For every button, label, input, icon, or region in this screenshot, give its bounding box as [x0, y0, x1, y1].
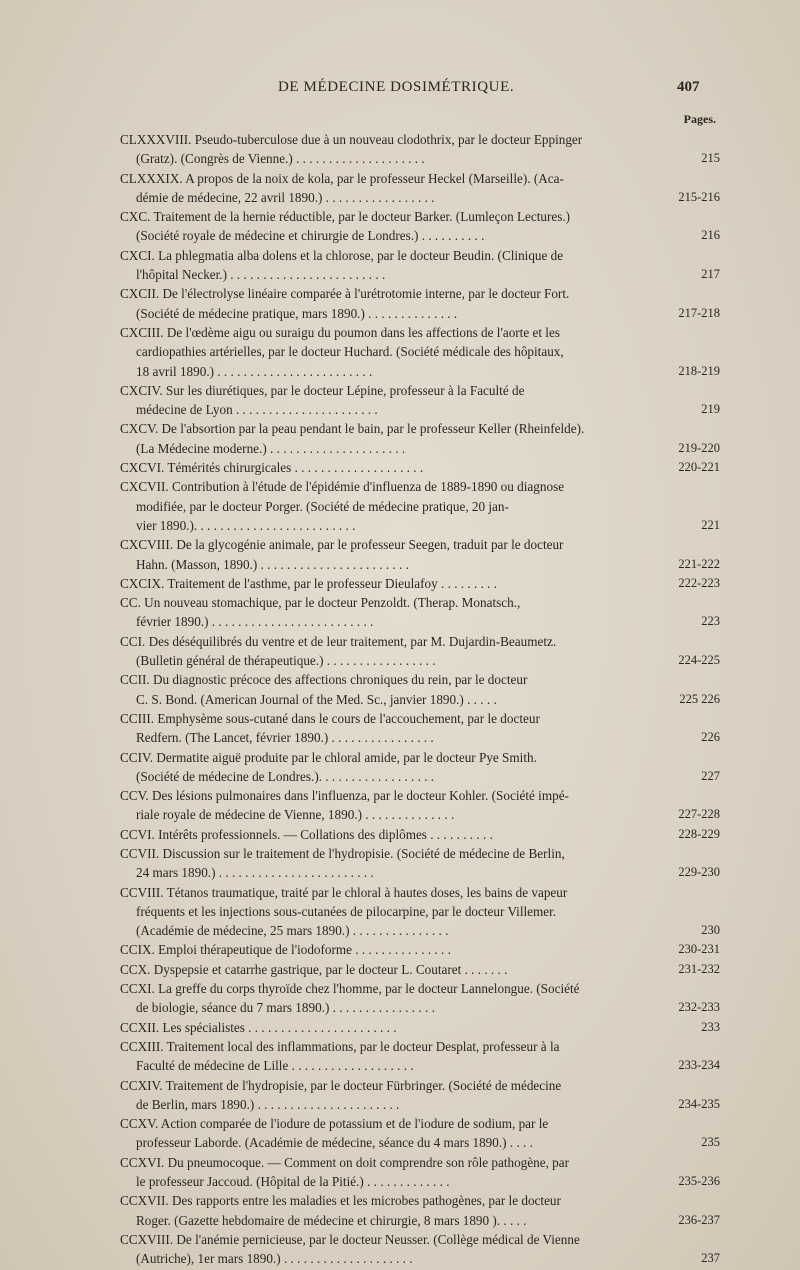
toc-entry-line: CCIV. Dermatite aiguë produite par le chloral amide, par le docteur Pye Smith. [120, 749, 537, 765]
toc-entry [120, 593, 720, 632]
toc-entry-text [120, 1018, 630, 1037]
toc-entry-line: CC. Un nouveau stomachique, par le docteur Penzoldt. (Therap. Monatsch., [120, 595, 521, 611]
toc-entry-line: vier 1890.). . . . . . . . . . . . . . . . . . . . . . . . . [136, 517, 356, 533]
toc-entry-pages: 221-222 [678, 556, 720, 571]
toc-entry [120, 381, 720, 420]
toc-entry-text [120, 1153, 630, 1192]
toc-entry-line: (Société de médecine pratique, mars 1890.) . . . . . . . . . . . . . . [136, 305, 458, 321]
toc-entry-line: (Bulletin général de thérapeutique.) . . . . . . . . . . . . . . . . . [136, 653, 436, 669]
toc-entry-line: CCI. Des déséquilibrés du ventre et de leur traitement, par M. Dujardin-Beaumetz. [120, 633, 557, 649]
toc-entry-text [120, 381, 630, 420]
toc-entry-text [120, 323, 630, 381]
toc-entry-line: modifiée, par le docteur Porger. (Société de médecine pratique, 20 jan- [136, 498, 509, 514]
toc-entry-pages: 228-229 [678, 826, 720, 841]
toc-entry-line: (La Médecine moderne.) . . . . . . . . . . . . . . . . . . . . . [136, 440, 406, 456]
toc-entry [120, 1018, 720, 1037]
toc-entry-line: de biologie, séance du 7 mars 1890.) . . . . . . . . . . . . . . . . [136, 1000, 435, 1016]
toc-entry-pages: 220-221 [678, 460, 720, 475]
toc-entry-line: CXCVI. Témérités chirurgicales . . . . . . . . . . . . . . . . . . . . [120, 460, 424, 476]
toc-entry-pages: 224-225 [678, 653, 720, 668]
toc-entry-text [120, 207, 630, 246]
toc-entry-pages: 217 [701, 267, 720, 282]
toc-entry-line: 24 mars 1890.) . . . . . . . . . . . . . . . . . . . . . . . . [136, 865, 374, 881]
pages-column-label: Pages. [683, 112, 716, 126]
toc-entry [120, 246, 720, 285]
toc-entry-line: CXCVIII. De la glycogénie animale, par le professeur Seegen, traduit par le docteur [120, 537, 564, 553]
toc-entry-line: CXCI. La phlegmatia alba dolens et la chlorose, par le docteur Beudin. (Clinique de [120, 247, 564, 263]
toc-entry-line: CXCVII. Contribution à l'étude de l'épidémie d'influenza de 1889-1890 ou diagnose [120, 479, 565, 495]
toc-entry [120, 709, 720, 748]
running-head: DE MÉDECINE DOSIMÉTRIQUE. [278, 79, 515, 95]
toc-entry-line: CCXV. Action comparée de l'iodure de potassium et de l'iodure de sodium, par le [120, 1116, 549, 1132]
toc-entry [120, 670, 720, 709]
toc-entry-line: (Académie de médecine, 25 mars 1890.) . . . . . . . . . . . . . . . [136, 923, 449, 939]
toc-entry [120, 960, 720, 979]
toc-entry-line: CXC. Traitement de la hernie réductible, par le docteur Barker. (Lumleçon Lectures.) [120, 209, 571, 225]
toc-entry [120, 535, 720, 574]
page-number: 407 [677, 79, 700, 95]
toc-entry-line: cardiopathies artérielles, par le docteur Huchard. (Société médicale des hôpitaux, [136, 344, 564, 360]
toc-entry [120, 458, 720, 477]
toc-entry-text [120, 169, 630, 208]
toc-entry [120, 1037, 720, 1076]
toc-entry [120, 786, 720, 825]
toc-entry-text [120, 960, 630, 979]
toc-entry-line: Redfern. (The Lancet, février 1890.) . . . . . . . . . . . . . . . . [136, 730, 434, 746]
toc-entry-pages: 237 [701, 1251, 720, 1266]
toc-entry [120, 632, 720, 671]
toc-entry-line: (Société royale de médecine et chirurgie de Londres.) . . . . . . . . . . [136, 228, 485, 244]
toc-entry-line: février 1890.) . . . . . . . . . . . . . . . . . . . . . . . . . [136, 614, 374, 630]
toc-entry-line: démie de médecine, 22 avril 1890.) . . . . . . . . . . . . . . . . . [136, 189, 435, 205]
toc-entry-line: CCXI. La greffe du corps thyroïde chez l'homme, par le docteur Lannelongue. (Société [120, 981, 580, 997]
toc-entry-pages: 222-223 [678, 575, 720, 590]
toc-entry [120, 1153, 720, 1192]
toc-entry [120, 748, 720, 787]
toc-entry-pages: 226 [701, 730, 720, 745]
toc-entry-line: Faculté de médecine de Lille . . . . . . . . . . . . . . . . . . . [136, 1058, 414, 1074]
toc-entry-text [120, 477, 630, 535]
toc-entry-pages: 227 [701, 768, 720, 783]
toc-entry-text [120, 632, 630, 671]
toc-entry-line: riale royale de médecine de Vienne, 1890.) . . . . . . . . . . . . . . [136, 807, 455, 823]
toc-entry-pages: 217-218 [678, 305, 720, 320]
toc-entry-text [120, 1114, 630, 1153]
toc-entry-line: CLXXXIX. A propos de la noix de kola, par le professeur Heckel (Marseille). (Aca- [120, 170, 564, 186]
toc-entry-line: CCIX. Emploi thérapeutique de l'iodoforme . . . . . . . . . . . . . . . [120, 942, 451, 958]
toc-entry-line: Hahn. (Masson, 1890.) . . . . . . . . . . . . . . . . . . . . . . . [136, 556, 409, 572]
toc-entry-line: C. S. Bond. (American Journal of the Med. Sc., janvier 1890.) . . . . . [136, 691, 497, 707]
toc-entry [120, 323, 720, 381]
toc-entry [120, 825, 720, 844]
toc-entry-line: 18 avril 1890.) . . . . . . . . . . . . . . . . . . . . . . . . [136, 363, 373, 379]
toc-entry-line: CXCV. De l'absortion par la peau pendant le bain, par le professeur Keller (Rheinfelde). [120, 421, 585, 437]
toc-entry-pages: 227-228 [678, 807, 720, 822]
toc-entry [120, 1191, 720, 1230]
toc-entry-line: le professeur Jaccoud. (Hôpital de la Pitié.) . . . . . . . . . . . . . [136, 1174, 450, 1190]
toc-entry-pages: 235-236 [678, 1174, 720, 1189]
toc-entry-text [120, 458, 630, 477]
toc-entry-text [120, 1191, 630, 1230]
toc-entry-line: CXCIV. Sur les diurétiques, par le docteur Lépine, professeur à la Faculté de [120, 382, 525, 398]
toc-entry-pages: 229-230 [678, 865, 720, 880]
toc-entry-line: médecine de Lyon . . . . . . . . . . . . . . . . . . . . . . [136, 402, 378, 418]
toc-entry-line: CCX. Dyspepsie et catarrhe gastrique, par le docteur L. Coutaret . . . . . . . [120, 961, 508, 977]
toc-entry [120, 477, 720, 535]
toc-entry-pages: 230-231 [678, 942, 720, 957]
toc-entry-pages: 219 [701, 402, 720, 417]
toc-entry-text [120, 1076, 630, 1115]
toc-entry-text [120, 786, 630, 825]
toc-entry-line: CCXVIII. De l'anémie pernicieuse, par le docteur Neusser. (Collège médical de Vienne [120, 1231, 580, 1247]
toc-entry-text [120, 670, 630, 709]
toc-entry [120, 207, 720, 246]
toc-entry-text [120, 825, 630, 844]
toc-entry-pages: 234-235 [678, 1096, 720, 1111]
toc-entry [120, 574, 720, 593]
toc-entry-text [120, 979, 630, 1018]
toc-entry-line: CXCII. De l'électrolyse linéaire comparée à l'urétrotomie interne, par le docteur Fort. [120, 286, 570, 302]
toc-entry [120, 284, 720, 323]
toc-entry-line: CCVIII. Tétanos traumatique, traité par le chloral à hautes doses, les bains de vapeur [120, 884, 568, 900]
page-header [0, 79, 800, 101]
toc-entry [120, 940, 720, 959]
toc-entry-pages: 219-220 [678, 440, 720, 455]
toc-entry-line: (Société de médecine de Londres.). . . . . . . . . . . . . . . . . . [136, 768, 435, 784]
toc-entry-line: CCXIV. Traitement de l'hydropisie, par le docteur Fürbringer. (Société de médecine [120, 1077, 562, 1093]
toc-entry-text [120, 709, 630, 748]
toc-entry-line: CCIII. Emphysème sous-cutané dans le cours de l'accouchement, par le docteur [120, 710, 540, 726]
toc-entry [120, 844, 720, 883]
toc-entry-pages: 230 [701, 923, 720, 938]
toc-entry-pages: 236-237 [678, 1212, 720, 1227]
toc-entry-pages: 216 [701, 228, 720, 243]
toc-entry-line: CCXVI. Du pneumocoque. — Comment on doit comprendre son rôle pathogène, par [120, 1154, 570, 1170]
toc-entry-pages: 231-232 [678, 961, 720, 976]
toc-entry-pages: 223 [701, 614, 720, 629]
toc-entry-line: (Gratz). (Congrès de Vienne.) . . . . . . . . . . . . . . . . . . . . [136, 151, 425, 167]
toc-entry-text [120, 419, 630, 458]
toc-entry [120, 1230, 720, 1269]
toc-entry [120, 169, 720, 208]
toc-entry-pages: 215 [701, 151, 720, 166]
toc-entry-line: professeur Laborde. (Académie de médecine, séance du 4 mars 1890.) . . . . [136, 1135, 533, 1151]
toc-entry-line: de Berlin, mars 1890.) . . . . . . . . . . . . . . . . . . . . . . [136, 1096, 400, 1112]
toc-entry [120, 979, 720, 1018]
toc-entry-pages: 233 [701, 1019, 720, 1034]
toc-entry-text [120, 1230, 630, 1269]
toc-entry-line: CCVII. Discussion sur le traitement de l'hydropisie. (Société de médecine de Berlin, [120, 845, 565, 861]
toc-entry-text [120, 284, 630, 323]
toc-entry-line: CCVI. Intérêts professionnels. — Collations des diplômes . . . . . . . . . . [120, 826, 493, 842]
toc-entry-text [120, 593, 630, 632]
toc-entry-pages: 232-233 [678, 1000, 720, 1015]
toc-entry-line: CXCIX. Traitement de l'asthme, par le professeur Dieulafoy . . . . . . . . . [120, 575, 498, 591]
toc-entry-line: CCII. Du diagnostic précoce des affections chroniques du rein, par le docteur [120, 672, 528, 688]
toc-entry-pages: 225 226 [679, 691, 720, 706]
toc-entry-pages: 221 [701, 517, 720, 532]
table-of-contents [120, 130, 720, 1269]
toc-entry-pages: 233-234 [678, 1058, 720, 1073]
toc-entry-text [120, 748, 630, 787]
toc-entry [120, 1114, 720, 1153]
toc-entry-text [120, 844, 630, 883]
toc-entry [120, 130, 720, 169]
toc-entry-line: Roger. (Gazette hebdomaire de médecine et chirurgie, 8 mars 1890 ). . . . . [136, 1212, 527, 1228]
toc-entry [120, 1076, 720, 1115]
toc-entry [120, 883, 720, 941]
toc-entry-text [120, 940, 630, 959]
toc-entry-pages: 235 [701, 1135, 720, 1150]
toc-entry-line: CLXXXVIII. Pseudo-tuberculose due à un nouveau clodothrix, par le docteur Eppinger [120, 132, 583, 147]
toc-entry-text [120, 1037, 630, 1076]
toc-entry-line: (Autriche), 1er mars 1890.) . . . . . . . . . . . . . . . . . . . . [136, 1251, 413, 1267]
toc-entry [120, 419, 720, 458]
toc-entry-text [120, 130, 630, 169]
toc-entry-line: CXCIII. De l'œdème aigu ou suraigu du poumon dans les affections de l'aorte et les [120, 324, 560, 340]
toc-entry-line: l'hôpital Necker.) . . . . . . . . . . . . . . . . . . . . . . . . [136, 267, 386, 283]
toc-entry-line: CCXIII. Traitement local des inflammations, par le docteur Desplat, professeur à la [120, 1038, 560, 1054]
toc-entry-text [120, 883, 630, 941]
toc-entry-text [120, 535, 630, 574]
toc-entry-line: fréquents et les injections sous-cutanées de pilocarpine, par le docteur Villemer. [136, 903, 557, 919]
toc-entry-line: CCV. Des lésions pulmonaires dans l'influenza, par le docteur Kohler. (Société impé- [120, 788, 569, 804]
toc-entry-line: CCXII. Les spécialistes . . . . . . . . . . . . . . . . . . . . . . . [120, 1019, 397, 1035]
toc-entry-pages: 215-216 [678, 189, 720, 204]
toc-entry-text [120, 246, 630, 285]
toc-entry-pages: 218-219 [678, 363, 720, 378]
toc-entry-line: CCXVII. Des rapports entre les maladies et les microbes pathogènes, par le docteur [120, 1193, 561, 1209]
toc-entry-text [120, 574, 630, 593]
